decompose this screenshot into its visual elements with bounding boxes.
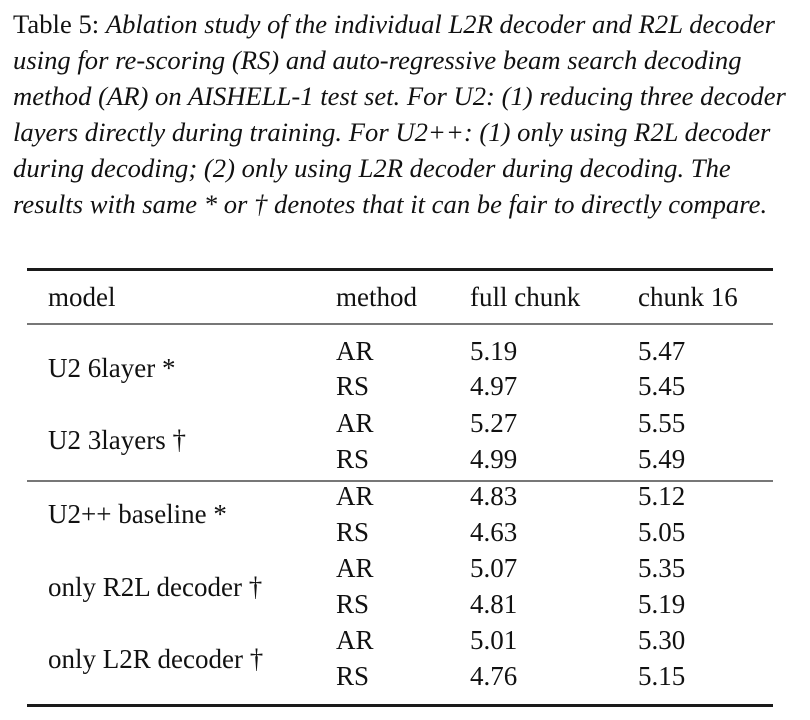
method-cell: RS — [336, 517, 370, 547]
chunk16-cell: 5.30 — [638, 625, 686, 655]
table-caption — [13, 6, 803, 222]
full-chunk-cell: 5.01 — [470, 625, 518, 655]
table-top-rule — [27, 268, 773, 271]
chunk16-cell: 5.55 — [638, 408, 686, 438]
method-cell: RS — [336, 589, 370, 619]
chunk16-cell: 5.47 — [638, 336, 686, 366]
full-chunk-cell: 5.07 — [470, 553, 518, 583]
method-cell: AR — [336, 408, 374, 438]
method-cell: AR — [336, 336, 374, 366]
caption-text: Ablation study of the individual L2R decoder and R2L decoder using for re-scoring (RS) and auto-regressive beam search decoding method (AR) on AISHELL-1 test set. For U2: (1) reducing three decoder layers directly during training. For U2++: (1) only using R2L decoder during decoding; (2) only using L2R decoder during decoding. The results with same * or † denotes that it can be fair to directly compare. — [13, 9, 786, 219]
chunk16-cell: 5.12 — [638, 481, 686, 511]
chunk16-cell: 5.15 — [638, 661, 686, 691]
chunk16-cell: 5.19 — [638, 589, 686, 619]
model-cell: only L2R decoder † — [48, 644, 264, 674]
model-cell: only R2L decoder † — [48, 572, 263, 602]
method-cell: AR — [336, 625, 374, 655]
chunk16-cell: 5.49 — [638, 444, 686, 474]
model-cell: U2++ baseline * — [48, 499, 227, 529]
full-chunk-cell: 4.97 — [470, 371, 518, 401]
table-bottom-rule — [27, 704, 773, 707]
header-model: model — [48, 282, 116, 312]
full-chunk-cell: 5.19 — [470, 336, 518, 366]
table-header-rule — [27, 323, 773, 325]
model-cell: U2 3layers † — [48, 425, 186, 455]
method-cell: AR — [336, 553, 374, 583]
header-method: method — [336, 282, 417, 312]
method-cell: RS — [336, 661, 370, 691]
full-chunk-cell: 4.63 — [470, 517, 518, 547]
chunk16-cell: 5.45 — [638, 371, 686, 401]
header-full-chunk: full chunk — [470, 282, 581, 312]
chunk16-cell: 5.05 — [638, 517, 686, 547]
method-cell: AR — [336, 481, 374, 511]
full-chunk-cell: 4.76 — [470, 661, 518, 691]
method-cell: RS — [336, 371, 370, 401]
full-chunk-cell: 4.99 — [470, 444, 518, 474]
caption-label: Table 5: — [13, 9, 106, 39]
full-chunk-cell: 5.27 — [470, 408, 518, 438]
full-chunk-cell: 4.81 — [470, 589, 518, 619]
method-cell: RS — [336, 444, 370, 474]
model-cell: U2 6layer * — [48, 353, 176, 383]
chunk16-cell: 5.35 — [638, 553, 686, 583]
full-chunk-cell: 4.83 — [470, 481, 518, 511]
header-chunk-16: chunk 16 — [638, 282, 738, 312]
